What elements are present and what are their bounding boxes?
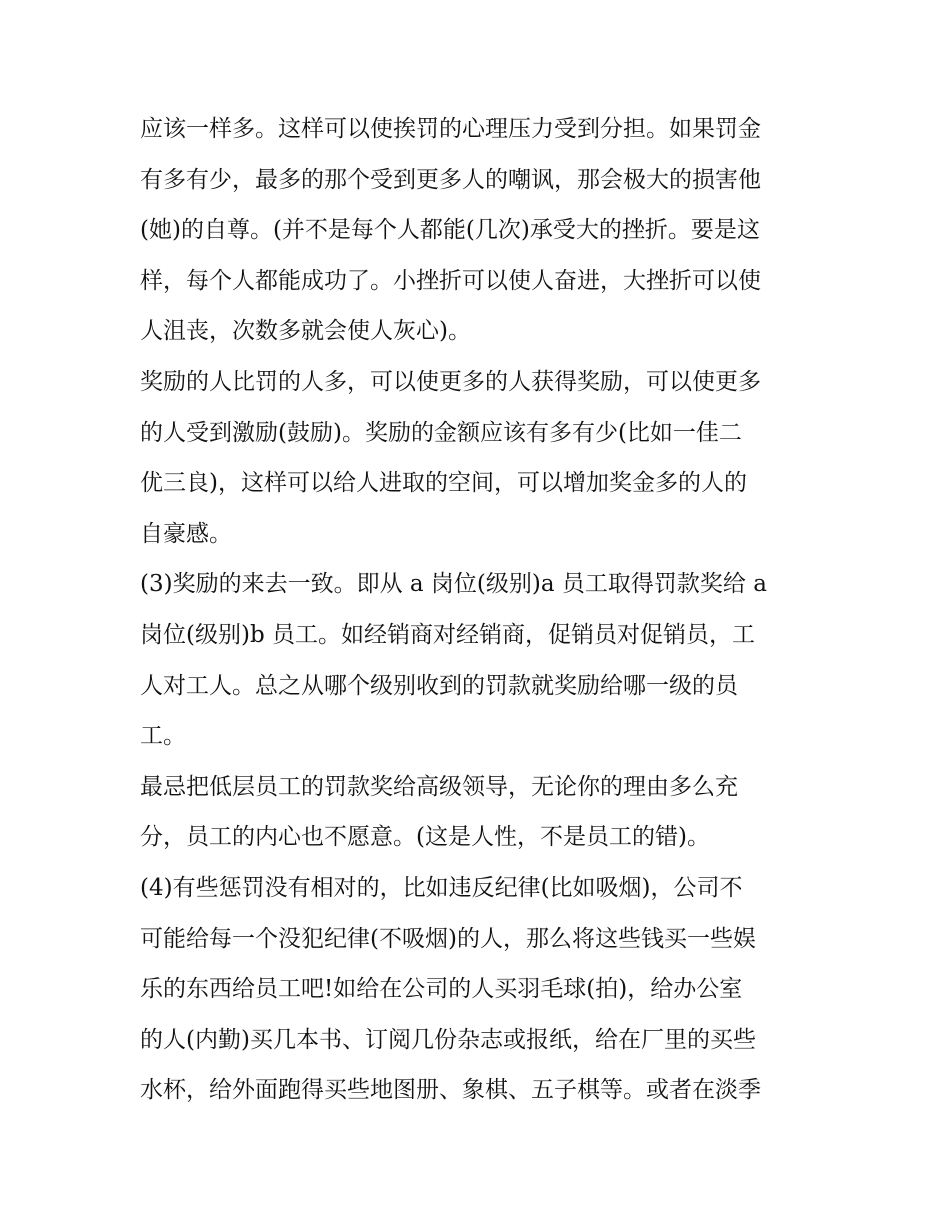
- text-line-12: 人对工人。总之从哪个级别收到的罚款就奖励给哪一级的员: [140, 672, 738, 699]
- text-line-18: 乐的东西给员工吧!如给在公司的人买羽毛球(拍)，给办公室: [140, 976, 743, 1003]
- text-line-3: (她)的自尊。(并不是每个人都能(几次)承受大的挫折。要是这: [140, 217, 760, 244]
- text-line-1: 应该一样多。这样可以使挨罚的心理压力受到分担。如果罚金: [140, 116, 761, 142]
- text-line-13: 工。: [140, 723, 186, 750]
- text-line-20: 水杯，给外面跑得买些地图册、象棋、五子棋等。或者在淡季: [140, 1077, 761, 1104]
- text-line-11: 岗位(级别)b 员工。如经销商对经销商，促销员对促销员，工: [140, 621, 755, 648]
- text-line-15: 分，员工的内心也不愿意。(这是人性，不是员工的错)。: [140, 824, 710, 851]
- text-line-6: 奖励的人比罚的人多，可以使更多的人获得奖励，可以使更多: [140, 368, 761, 395]
- text-line-10: (3)奖励的来去一致。即从 a 岗位(级别)a 员工取得罚款奖给 a: [140, 571, 767, 598]
- text-line-7: 的人受到激励(鼓励)。奖励的金额应该有多有少(比如一佳二: [140, 419, 742, 446]
- text-line-4: 样，每个人都能成功了。小挫折可以使人奋进，大挫折可以使: [140, 267, 761, 294]
- document-body: [140, 104, 820, 1116]
- text-line-9: 自豪感。: [140, 520, 232, 547]
- text-line-5: 人沮丧，次数多就会使人灰心)。: [140, 318, 471, 345]
- text-line-14: 最忌把低层员工的罚款奖给高级领导，无论你的理由多么充: [140, 773, 738, 800]
- text-line-17: 可能给每一个没犯纪律(不吸烟)的人，那么将这些钱买一些娱: [140, 925, 756, 952]
- text-line-2: 有多有少，最多的那个受到更多人的嘲讽，那会极大的损害他: [140, 166, 761, 193]
- text-line-19: 的人(内勤)买几本书、订阅几份杂志或报纸，给在厂里的买些: [140, 1026, 756, 1053]
- text-line-16: (4)有些惩罚没有相对的，比如违反纪律(比如吸烟)，公司不: [140, 874, 743, 901]
- text-line-8: 优三良)，这样可以给人进取的空间，可以增加奖金多的人的: [140, 470, 747, 497]
